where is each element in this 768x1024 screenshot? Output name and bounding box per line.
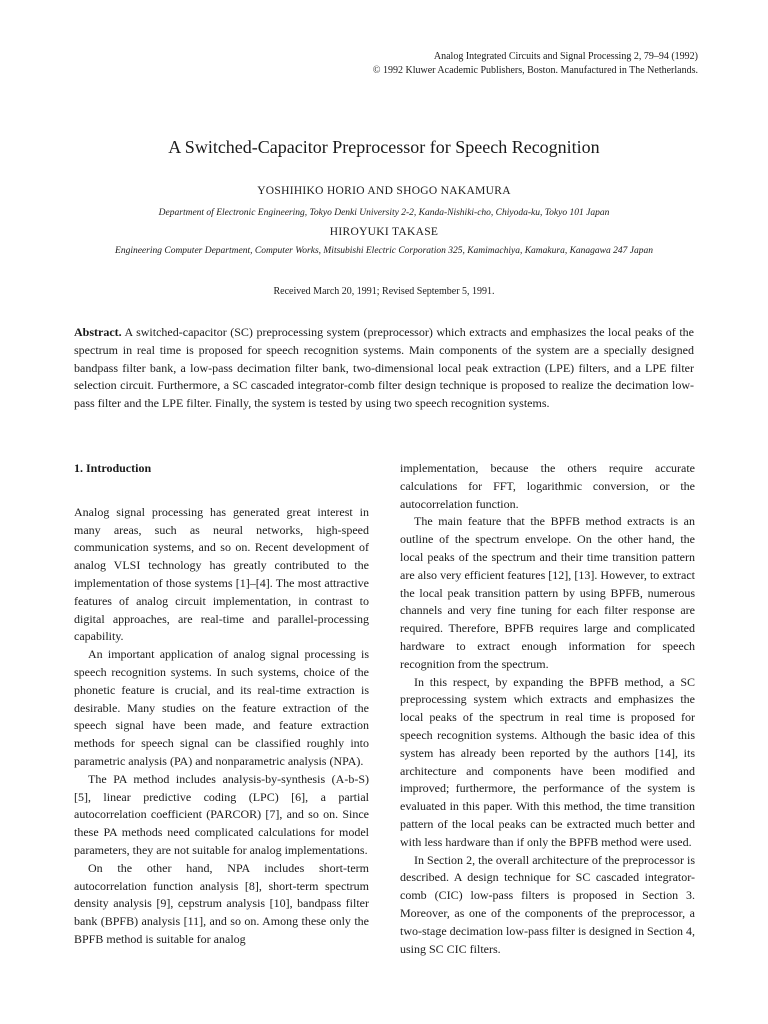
abstract bbox=[74, 324, 694, 413]
copyright-line: © 1992 Kluwer Academic Publishers, Boston. Manufactured in The Netherlands. bbox=[372, 65, 698, 76]
paragraph: In Section 2, the overall architecture of the preprocessor is described. A design technique for SC cascaded integrator-comb (CIC) low-pass filters is proposed in Section 3. Moreover, as one of the components of the preprocessor, a two-stage decimation low-pass filter is designed in Section 4, using SC CIC filters. bbox=[400, 852, 695, 956]
journal-citation: Analog Integrated Circuits and Signal Processing 2, 79–94 (1992) bbox=[433, 51, 698, 62]
received-dates: Received March 20, 1991; Revised September 5, 1991. bbox=[273, 286, 495, 297]
affiliation-primary: Department of Electronic Engineering, Tokyo Denki University 2-2, Kanda-Nishiki-cho, Chiyoda-ku, Tokyo 101 Japan bbox=[158, 208, 610, 218]
abstract-text: A switched-capacitor (SC) preprocessing system (preprocessor) which extracts and emphasizes the local peaks of the spectrum in real time is proposed for speech recognition systems. Main components of the system are a specially designed bandpass filter bank, a low-pass decimation filter bank, two-dimensional local peak extraction (LPE) filters, and a LPE filter selection circuit. Furthermore, a SC cascaded integrator-comb filter design technique is proposed to realize the decimation low-pass filter and the LPE filter. Finally, the system is tested by using two speech recognition systems. bbox=[74, 325, 694, 411]
paragraph: The PA method includes analysis-by-synthesis (A-b-S) [5], linear predictive coding (LPC) [6], a partial autocorrelation coefficient (PARCOR) [7], and so on. Since these PA methods need complicated calculations for model parameters, they are not suitable for analog implementations. bbox=[74, 771, 369, 857]
paper-title: A Switched-Capacitor Preprocessor for Speech Recognition bbox=[168, 137, 600, 157]
author-names-primary: YOSHIHIKO HORIO AND SHOGO NAKAMURA bbox=[257, 185, 511, 197]
right-column bbox=[400, 460, 695, 958]
paragraph: implementation, because the others require accurate calculations for FFT, logarithmic conversion, or the autocorrelation function. bbox=[400, 461, 695, 511]
paragraph: The main feature that the BPFB method extracts is an outline of the spectrum envelope. On the other hand, the local peaks of the spectrum and their time transition pattern are also very efficient features [12], [13]. However, to extract the local peak transition pattern by using BPFB, numerous channels and very fine tuning for each filter response are required. Therefore, BPFB requires large and complicated hardware to extract enough information for speech recognition from the spectrum. bbox=[400, 514, 695, 671]
paragraph: Analog signal processing has generated great interest in many areas, such as neural networks, high-speed communication systems, and so on. Recent development of analog VLSI technology has greatly contributed to the implementation of those systems [1]–[4]. The most attractive features of analog circuit implementation, in contrast to digital approaches, are real-time and parallel-processing capability. bbox=[74, 504, 369, 644]
section-heading: 1. Introduction bbox=[74, 461, 152, 475]
affiliation-secondary: Engineering Computer Department, Computer Works, Mitsubishi Electric Corporation 325, Kamimachiya, Kamakura, Kanagawa 247 Japan bbox=[115, 246, 653, 256]
paragraph: In this respect, by expanding the BPFB method, a SC preprocessing system which extracts and emphasizes the local peaks of the spectrum in real time is proposed for speech recognition systems. Although the basic idea of this system has already been reported by the authors [14], its architecture and components have been modified and improved; furthermore, the performance of the system is evaluated in this paper. With this method, the time transition pattern of the local peaks can be extracted much better and with less hardware than if only the BPFB method were used. bbox=[400, 674, 695, 849]
paragraph: An important application of analog signal processing is speech recognition systems. In such systems, choice of the phonetic feature is crucial, and its real-time extraction is desirable. Many studies on the feature extraction of the speech signal have been made, and feature extraction methods for speech signal can be classified roughly into parametric analysis (PA) and nonparametric analysis (NPA). bbox=[74, 647, 369, 768]
journal-header bbox=[373, 50, 698, 78]
author-names-secondary: HIROYUKI TAKASE bbox=[329, 226, 439, 238]
paragraph: On the other hand, NPA includes short-term autocorrelation function analysis [8], short-term spectrum density analysis [9], cepstrum analysis [10], bandpass filter bank (BPFB) analysis [11], and so on. Among these only the BPFB method is suitable for analog bbox=[74, 860, 369, 946]
abstract-label: Abstract. bbox=[74, 325, 122, 339]
left-column bbox=[74, 460, 369, 949]
